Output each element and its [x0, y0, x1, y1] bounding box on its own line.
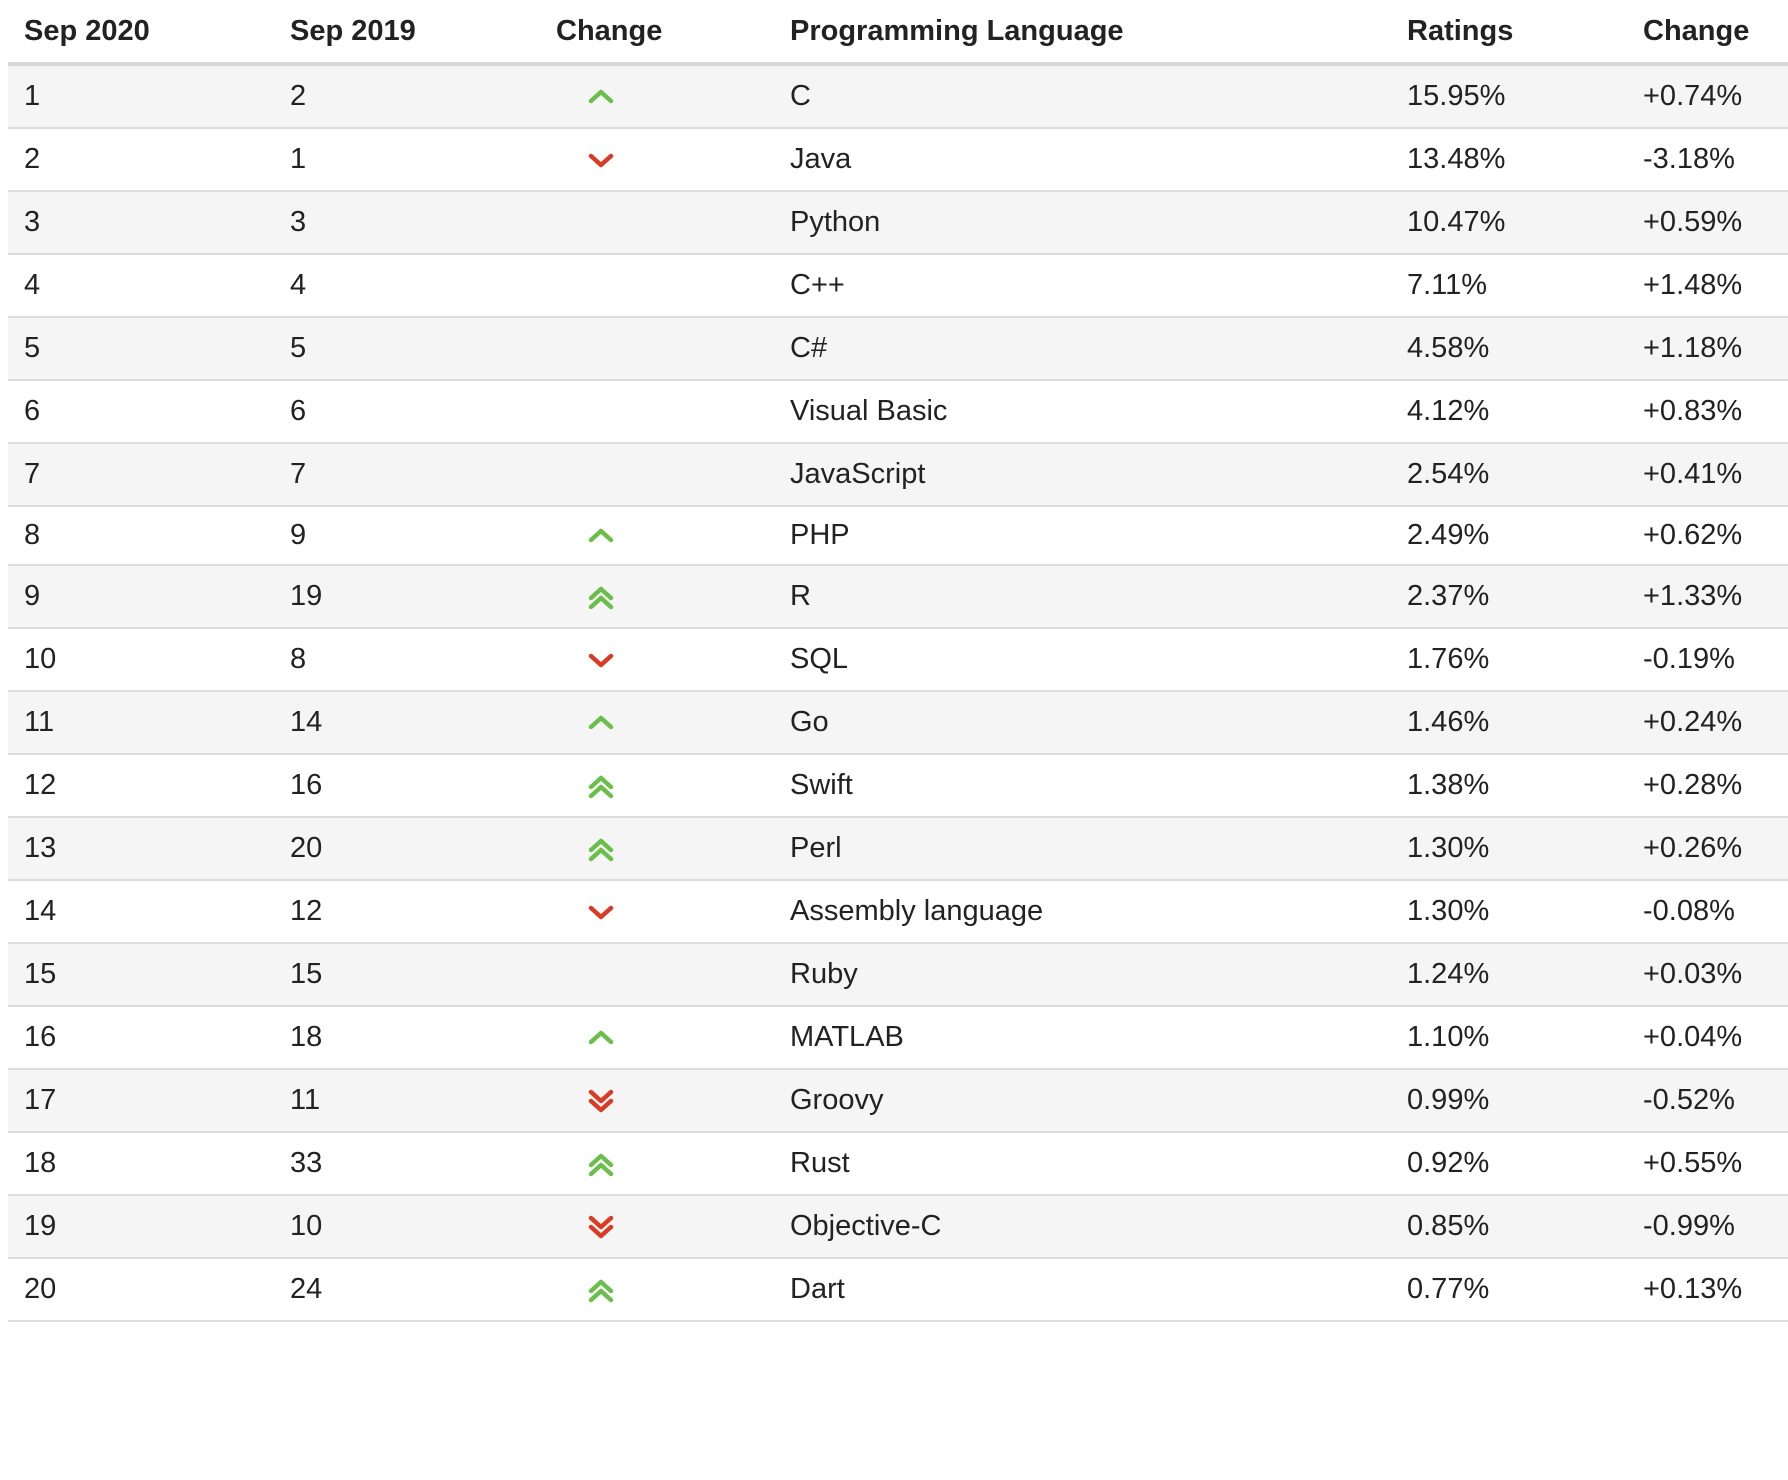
rank-sep-2020: 1 — [24, 80, 41, 112]
rating-change: +0.62% — [1643, 519, 1743, 551]
language-name: Visual Basic — [790, 395, 948, 427]
chevron-down-icon — [586, 897, 616, 927]
rating-value: 1.38% — [1407, 769, 1490, 801]
rank-sep-2020: 6 — [24, 395, 41, 427]
rank-sep-2019: 16 — [290, 769, 323, 801]
table-row — [8, 192, 1788, 255]
table-row — [8, 66, 1788, 129]
language-name: SQL — [790, 643, 849, 675]
rank-sep-2020: 16 — [24, 1021, 57, 1053]
rank-sep-2019: 33 — [290, 1147, 323, 1179]
header-programming-language[interactable]: Programming Language — [790, 14, 1124, 47]
rank-change-cell — [540, 1023, 774, 1053]
table-row — [8, 566, 1788, 629]
table-row — [8, 318, 1788, 381]
rating-change: +0.26% — [1643, 832, 1743, 864]
language-name: C — [790, 80, 811, 112]
chevron-down-icon — [586, 145, 616, 175]
table-row — [8, 1133, 1788, 1196]
double-chevron-up-icon — [586, 1275, 616, 1305]
language-name: Rust — [790, 1147, 850, 1179]
language-name: R — [790, 580, 811, 612]
rating-value: 4.58% — [1407, 332, 1490, 364]
language-name: Java — [790, 143, 852, 175]
rating-value: 0.77% — [1407, 1273, 1490, 1305]
rating-change: +0.41% — [1643, 458, 1743, 490]
rating-value: 2.54% — [1407, 458, 1490, 490]
rank-sep-2020: 18 — [24, 1147, 57, 1179]
table-row — [8, 629, 1788, 692]
double-chevron-up-icon — [586, 1149, 616, 1179]
header-sep-2019[interactable]: Sep 2019 — [290, 14, 416, 47]
table-row — [8, 1196, 1788, 1259]
rank-sep-2019: 24 — [290, 1273, 323, 1305]
rating-value: 1.76% — [1407, 643, 1490, 675]
table-row — [8, 944, 1788, 1007]
rank-change-cell — [540, 897, 774, 927]
rank-sep-2019: 6 — [290, 395, 307, 427]
rank-sep-2019: 12 — [290, 895, 323, 927]
rating-change: +0.55% — [1643, 1147, 1743, 1179]
rank-change-cell — [540, 82, 774, 112]
table-row — [8, 444, 1788, 507]
ranking-table — [8, 0, 1788, 1322]
double-chevron-down-icon — [586, 1212, 616, 1242]
table-row — [8, 129, 1788, 192]
table-row — [8, 1007, 1788, 1070]
rank-sep-2019: 5 — [290, 332, 307, 364]
chevron-up-icon — [586, 521, 616, 551]
rating-value: 10.47% — [1407, 206, 1506, 238]
rank-sep-2019: 4 — [290, 269, 307, 301]
rank-sep-2020: 2 — [24, 143, 41, 175]
rank-sep-2020: 14 — [24, 895, 57, 927]
rank-sep-2019: 11 — [290, 1084, 321, 1116]
rank-change-cell — [540, 521, 774, 551]
table-row — [8, 1259, 1788, 1322]
table-row — [8, 381, 1788, 444]
chevron-up-icon — [586, 1023, 616, 1053]
language-name: C# — [790, 332, 828, 364]
rank-sep-2019: 10 — [290, 1210, 323, 1242]
rank-sep-2020: 20 — [24, 1273, 57, 1305]
rating-change: -0.08% — [1643, 895, 1735, 927]
language-name: JavaScript — [790, 458, 926, 490]
rating-change: +0.03% — [1643, 958, 1743, 990]
rank-change-cell — [540, 582, 774, 612]
rating-change: +0.59% — [1643, 206, 1743, 238]
rank-change-cell — [540, 1086, 774, 1116]
rating-change: -3.18% — [1643, 143, 1735, 175]
rank-sep-2019: 8 — [290, 643, 307, 675]
rating-value: 1.10% — [1407, 1021, 1490, 1053]
table-body — [8, 66, 1788, 1322]
rank-sep-2020: 4 — [24, 269, 41, 301]
rating-value: 2.49% — [1407, 519, 1490, 551]
rating-value: 7.11% — [1407, 269, 1488, 301]
rank-sep-2020: 17 — [24, 1084, 57, 1116]
rank-sep-2020: 12 — [24, 769, 57, 801]
language-name: Go — [790, 706, 829, 738]
table-row — [8, 692, 1788, 755]
rating-change: -0.99% — [1643, 1210, 1735, 1242]
table-row — [8, 507, 1788, 566]
rating-change: +0.04% — [1643, 1021, 1743, 1053]
rating-value: 15.95% — [1407, 80, 1506, 112]
double-chevron-up-icon — [586, 834, 616, 864]
language-name: Groovy — [790, 1084, 884, 1116]
rank-sep-2019: 1 — [290, 143, 307, 175]
rating-value: 1.46% — [1407, 706, 1490, 738]
rank-sep-2020: 5 — [24, 332, 41, 364]
header-change-rank[interactable]: Change — [556, 14, 663, 47]
rank-change-cell — [540, 708, 774, 738]
double-chevron-down-icon — [586, 1086, 616, 1116]
rating-value: 1.24% — [1407, 958, 1490, 990]
header-ratings[interactable]: Ratings — [1407, 14, 1514, 47]
double-chevron-up-icon — [586, 771, 616, 801]
rating-value: 1.30% — [1407, 832, 1490, 864]
language-name: PHP — [790, 519, 850, 551]
table-row — [8, 1070, 1788, 1133]
rank-sep-2020: 3 — [24, 206, 41, 238]
rating-change: +0.24% — [1643, 706, 1743, 738]
language-name: Ruby — [790, 958, 858, 990]
rank-sep-2020: 8 — [24, 519, 41, 551]
language-name: Dart — [790, 1273, 845, 1305]
rating-value: 0.99% — [1407, 1084, 1490, 1116]
rating-change: -0.19% — [1643, 643, 1735, 675]
chevron-down-icon — [586, 645, 616, 675]
language-name: Assembly language — [790, 895, 1044, 927]
table-header-row — [8, 0, 1788, 66]
rating-change: +1.18% — [1643, 332, 1743, 364]
rating-value: 0.85% — [1407, 1210, 1490, 1242]
rank-sep-2019: 7 — [290, 458, 307, 490]
rank-sep-2019: 3 — [290, 206, 307, 238]
language-name: C++ — [790, 269, 845, 301]
language-name: Perl — [790, 832, 842, 864]
table-row — [8, 881, 1788, 944]
table-row — [8, 818, 1788, 881]
rank-sep-2020: 7 — [24, 458, 41, 490]
rank-sep-2020: 13 — [24, 832, 57, 864]
rating-change: +0.83% — [1643, 395, 1743, 427]
rating-value: 0.92% — [1407, 1147, 1490, 1179]
rank-sep-2020: 11 — [24, 706, 55, 738]
rank-change-cell — [540, 145, 774, 175]
rank-sep-2019: 20 — [290, 832, 323, 864]
rating-change: +1.48% — [1643, 269, 1743, 301]
language-name: Python — [790, 206, 881, 238]
rank-sep-2019: 2 — [290, 80, 307, 112]
rating-change: +0.28% — [1643, 769, 1743, 801]
table-row — [8, 755, 1788, 818]
double-chevron-up-icon — [586, 582, 616, 612]
rank-change-cell — [540, 1149, 774, 1179]
rating-value: 13.48% — [1407, 143, 1506, 175]
chevron-up-icon — [586, 708, 616, 738]
rank-sep-2020: 19 — [24, 1210, 57, 1242]
rating-value: 2.37% — [1407, 580, 1490, 612]
chevron-up-icon — [586, 82, 616, 112]
rating-change: -0.52% — [1643, 1084, 1735, 1116]
rank-sep-2020: 15 — [24, 958, 57, 990]
rank-sep-2019: 15 — [290, 958, 323, 990]
language-name: MATLAB — [790, 1021, 904, 1053]
rank-change-cell — [540, 771, 774, 801]
rank-change-cell — [540, 834, 774, 864]
table-row — [8, 255, 1788, 318]
rank-sep-2019: 18 — [290, 1021, 323, 1053]
rank-change-cell — [540, 645, 774, 675]
rating-value: 1.30% — [1407, 895, 1490, 927]
header-sep-2020[interactable]: Sep 2020 — [24, 14, 150, 47]
language-name: Swift — [790, 769, 853, 801]
language-name: Objective-C — [790, 1210, 942, 1242]
rating-change: +1.33% — [1643, 580, 1743, 612]
rank-sep-2020: 10 — [24, 643, 57, 675]
rating-change: +0.74% — [1643, 80, 1743, 112]
rank-change-cell — [540, 1212, 774, 1242]
rating-change: +0.13% — [1643, 1273, 1743, 1305]
rank-sep-2020: 9 — [24, 580, 41, 612]
rating-value: 4.12% — [1407, 395, 1490, 427]
rank-change-cell — [540, 1275, 774, 1305]
rank-sep-2019: 9 — [290, 519, 307, 551]
rank-sep-2019: 19 — [290, 580, 323, 612]
header-change-rating[interactable]: Change — [1643, 14, 1750, 47]
rank-sep-2019: 14 — [290, 706, 323, 738]
